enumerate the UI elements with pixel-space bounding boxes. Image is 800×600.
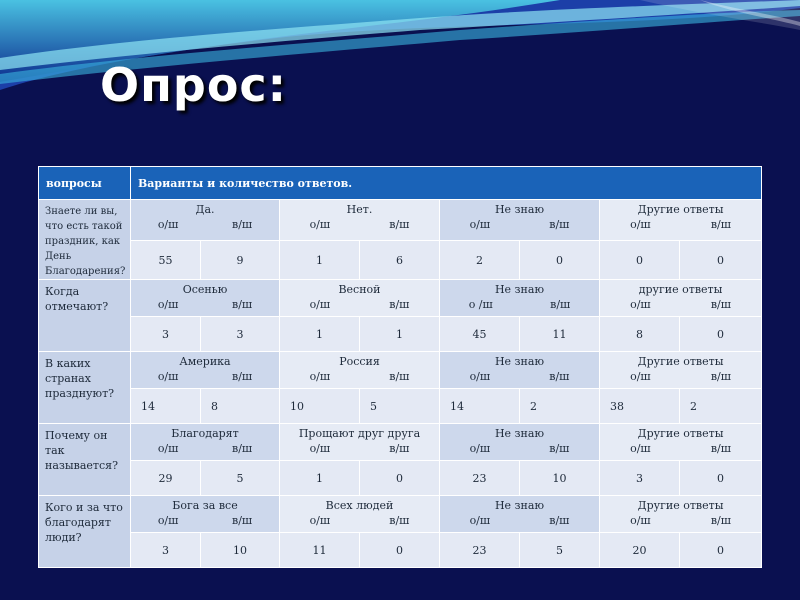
slide-title: Опрос: (100, 58, 288, 112)
value-cell: 5 (520, 533, 600, 568)
value-cell: 0 (360, 461, 440, 496)
value-cell: 45 (440, 317, 520, 352)
value-cell: 23 (440, 533, 520, 568)
subhead-ow: о/ш (309, 514, 331, 527)
subhead-ow: о/ш (157, 218, 179, 231)
option-label: Нет. (346, 203, 373, 216)
value-cell: 5 (201, 461, 280, 496)
value-cell: 8 (600, 317, 680, 352)
option-cell (131, 200, 280, 241)
value-cell: 14 (131, 389, 201, 424)
subhead-ow: о/ш (469, 218, 491, 231)
subhead-vw: в/ш (389, 370, 410, 383)
subhead-ow: о/ш (157, 442, 179, 455)
option-label: Всех людей (325, 499, 394, 512)
subhead-vw: в/ш (710, 514, 731, 527)
option-label: Другие ответы (637, 499, 724, 512)
subhead-vw: в/ш (710, 298, 731, 311)
option-label: Другие ответы (637, 355, 724, 368)
value-cell: 0 (360, 533, 440, 568)
value-cell: 5 (360, 389, 440, 424)
subhead-vw: в/ш (549, 370, 570, 383)
option-cell (131, 496, 280, 533)
option-cell (440, 280, 600, 317)
question-cell: Знаете ли вы, что есть такой праздник, как День Благодарения? (39, 200, 131, 280)
value-cell: 10 (201, 533, 280, 568)
value-cell: 1 (280, 317, 360, 352)
value-cell: 0 (680, 461, 762, 496)
value-cell: 3 (600, 461, 680, 496)
table-row (39, 461, 762, 496)
option-cell (600, 424, 762, 461)
option-label: Не знаю (494, 283, 545, 296)
subhead-vw: в/ш (549, 514, 570, 527)
option-label: Не знаю (494, 499, 545, 512)
value-cell: 0 (680, 533, 762, 568)
table-row (39, 280, 762, 317)
option-label: другие ответы (638, 283, 723, 296)
value-cell: 9 (201, 241, 280, 280)
subhead-vw: в/ш (389, 298, 410, 311)
subhead-vw: в/ш (232, 298, 253, 311)
subhead-vw: в/ш (710, 370, 731, 383)
subhead-vw: в/ш (232, 442, 253, 455)
value-cell: 2 (680, 389, 762, 424)
value-cell: 1 (280, 461, 360, 496)
option-cell (440, 424, 600, 461)
option-label: Да. (195, 203, 215, 216)
subhead-vw: в/ш (232, 218, 253, 231)
value-cell: 3 (131, 317, 201, 352)
value-cell: 14 (440, 389, 520, 424)
option-cell (131, 280, 280, 317)
table-row (39, 389, 762, 424)
table-row (39, 496, 762, 533)
subhead-ow: о/ш (157, 298, 179, 311)
table-row (39, 200, 762, 241)
subhead-ow: о/ш (309, 298, 331, 311)
table-header-row (39, 167, 762, 200)
subhead-ow: о/ш (630, 442, 651, 455)
header-answers: Варианты и количество ответов. (131, 167, 762, 200)
subhead-vw: в/ш (710, 442, 731, 455)
value-cell: 0 (680, 241, 762, 280)
subhead-vw: в/ш (389, 514, 410, 527)
option-cell (280, 424, 440, 461)
option-label: Благодарят (171, 427, 239, 440)
option-label: Осенью (182, 283, 228, 296)
header-questions: вопросы (39, 167, 131, 200)
option-label: Не знаю (494, 427, 545, 440)
option-cell (600, 280, 762, 317)
value-cell: 10 (520, 461, 600, 496)
option-label: Другие ответы (637, 203, 724, 216)
subhead-ow: о/ш (630, 218, 651, 231)
value-cell: 0 (520, 241, 600, 280)
option-cell (131, 424, 280, 461)
option-cell (280, 352, 440, 389)
subhead-ow: о/ш (630, 370, 651, 383)
option-cell (440, 200, 600, 241)
subhead-ow: о/ш (157, 370, 179, 383)
subhead-ow: о/ш (469, 514, 491, 527)
value-cell: 20 (600, 533, 680, 568)
option-label: Другие ответы (637, 427, 724, 440)
value-cell: 3 (131, 533, 201, 568)
option-cell (280, 200, 440, 241)
question-cell: Кого и за что благодарят люди? (39, 496, 131, 568)
subhead-vw: в/ш (549, 218, 570, 231)
subhead-ow: о/ш (309, 218, 331, 231)
option-label: Не знаю (494, 355, 545, 368)
option-label: Весной (338, 283, 381, 296)
option-cell (440, 496, 600, 533)
table-row (39, 424, 762, 461)
subhead-ow: о/ш (630, 514, 651, 527)
option-label: Россия (339, 355, 380, 368)
value-cell: 1 (280, 241, 360, 280)
value-cell: 6 (360, 241, 440, 280)
value-cell: 3 (201, 317, 280, 352)
table-row (39, 533, 762, 568)
subhead-ow: о/ш (469, 370, 491, 383)
value-cell: 23 (440, 461, 520, 496)
table-row (39, 352, 762, 389)
table-row (39, 241, 762, 280)
subhead-vw: в/ш (389, 442, 410, 455)
subhead-ow: о/ш (469, 442, 491, 455)
value-cell: 2 (440, 241, 520, 280)
value-cell: 8 (201, 389, 280, 424)
table-row (39, 317, 762, 352)
value-cell: 0 (600, 241, 680, 280)
question-cell: Когда отмечают? (39, 280, 131, 352)
option-label: Америка (179, 355, 231, 368)
subhead-vw: в/ш (710, 218, 731, 231)
option-cell (440, 352, 600, 389)
subhead-ow: о /ш (468, 298, 493, 311)
value-cell: 10 (280, 389, 360, 424)
option-label: Не знаю (494, 203, 545, 216)
survey-table (38, 166, 762, 568)
value-cell: 11 (520, 317, 600, 352)
option-cell (280, 280, 440, 317)
subhead-ow: о/ш (309, 370, 331, 383)
subhead-vw: в/ш (232, 370, 253, 383)
subhead-vw: в/ш (549, 442, 570, 455)
subhead-vw: в/ш (389, 218, 410, 231)
subhead-ow: о/ш (630, 298, 651, 311)
value-cell: 11 (280, 533, 360, 568)
option-cell (600, 200, 762, 241)
value-cell: 29 (131, 461, 201, 496)
option-cell (600, 496, 762, 533)
option-cell (280, 496, 440, 533)
subhead-vw: в/ш (550, 298, 571, 311)
value-cell: 55 (131, 241, 201, 280)
question-cell: Почему он так называется? (39, 424, 131, 496)
subhead-ow: о/ш (309, 442, 331, 455)
option-label: Прощают друг друга (298, 427, 421, 440)
value-cell: 1 (360, 317, 440, 352)
value-cell: 2 (520, 389, 600, 424)
option-label: Бога за все (172, 499, 238, 512)
subhead-ow: о/ш (157, 514, 179, 527)
subhead-vw: в/ш (232, 514, 253, 527)
question-cell: В каких странах празднуют? (39, 352, 131, 424)
value-cell: 0 (680, 317, 762, 352)
value-cell: 38 (600, 389, 680, 424)
option-cell (600, 352, 762, 389)
option-cell (131, 352, 280, 389)
